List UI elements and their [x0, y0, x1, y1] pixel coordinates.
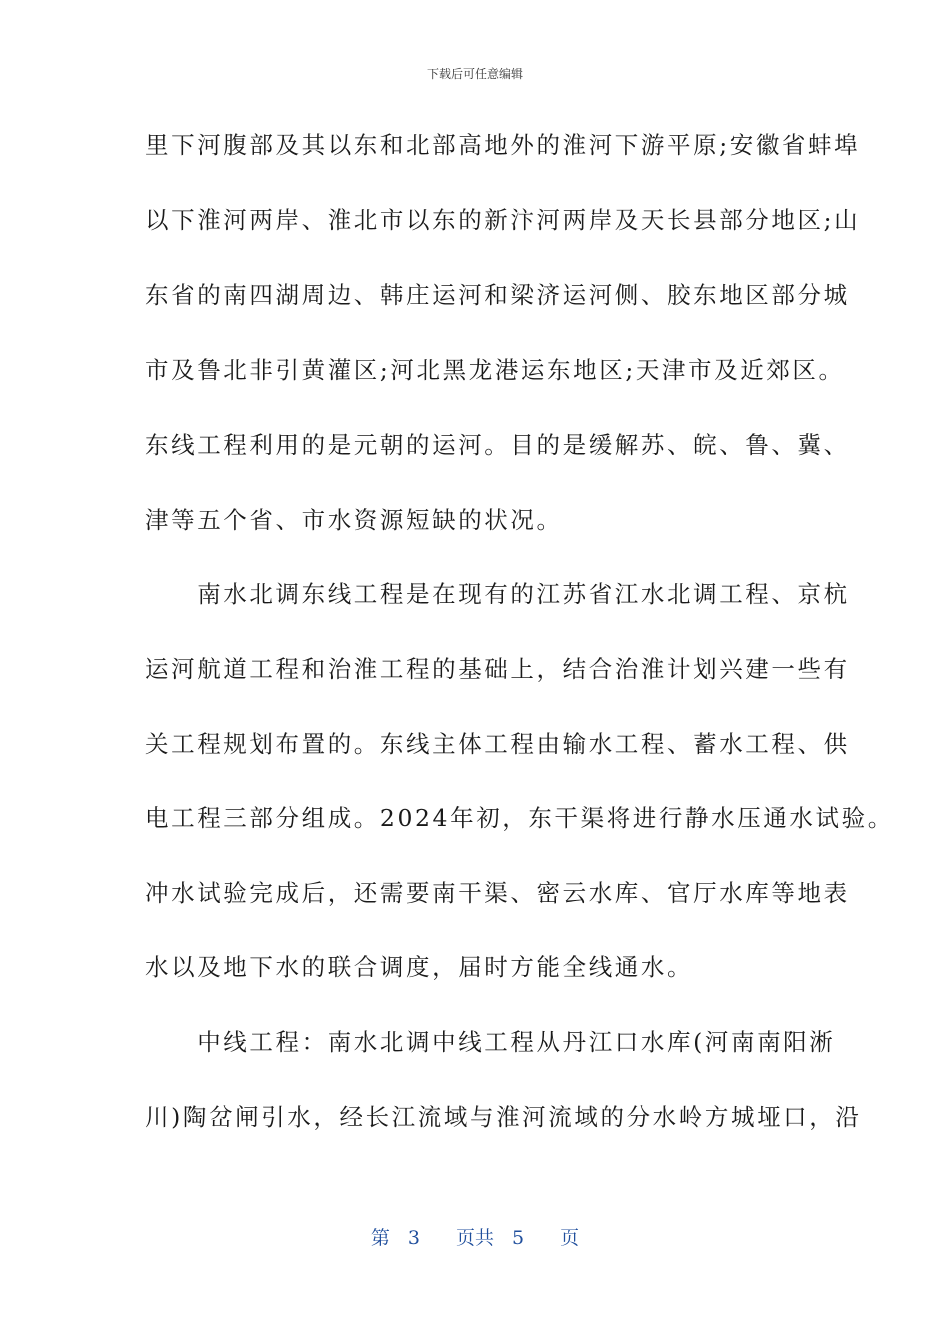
body-line-11: 冲水试验完成后，还需要南干渠、密云水库、官厅水库等地表 [145, 879, 850, 907]
body-line-2: 以下淮河两岸、淮北市以东的新汴河两岸及天长县部分地区;山 [145, 206, 861, 234]
body-line-4: 市及鲁北非引黄灌区;河北黑龙港运东地区;天津市及近郊区。 [145, 356, 845, 384]
body-line-5: 东线工程利用的是元朝的运河。目的是缓解苏、皖、鲁、冀、 [145, 431, 850, 459]
body-line-1: 里下河腹部及其以东和北部高地外的淮河下游平原;安徽省蚌埠 [145, 131, 861, 159]
body-line-7: 南水北调东线工程是在现有的江苏省江水北调工程、京杭 [145, 580, 850, 608]
body-line-14: 川)陶岔闸引水，经长江流域与淮河流域的分水岭方城垭口，沿 [145, 1103, 862, 1131]
footer-prefix: 第 [370, 1227, 390, 1249]
body-line-8: 运河航道工程和治淮工程的基础上，结合治淮计划兴建一些有 [145, 655, 850, 683]
footer-current-page: 3 [407, 1227, 420, 1249]
body-line-6: 津等五个省、市水资源短缺的状况。 [145, 506, 563, 534]
body-line-9: 关工程规划布置的。东线主体工程由输水工程、蓄水工程、供 [145, 730, 850, 758]
page-header: 下载后可任意编辑 [426, 67, 523, 81]
body-line-3: 东省的南四湖周边、韩庄运河和梁济运河侧、胶东地区部分城 [145, 281, 850, 309]
footer-total-pages: 5 [512, 1227, 525, 1249]
body-line-12: 水以及地下水的联合调度，届时方能全线通水。 [145, 953, 694, 981]
body-line-10: 电工程三部分组成。2024年初，东干渠将进行静水压通水试验。 [145, 804, 894, 832]
body-line-13: 中线工程：南水北调中线工程从丹江口水库(河南南阳淅 [145, 1028, 836, 1056]
page-footer [0, 1226, 950, 1250]
footer-middle: 页共 [455, 1227, 494, 1249]
footer-suffix: 页 [560, 1227, 580, 1249]
